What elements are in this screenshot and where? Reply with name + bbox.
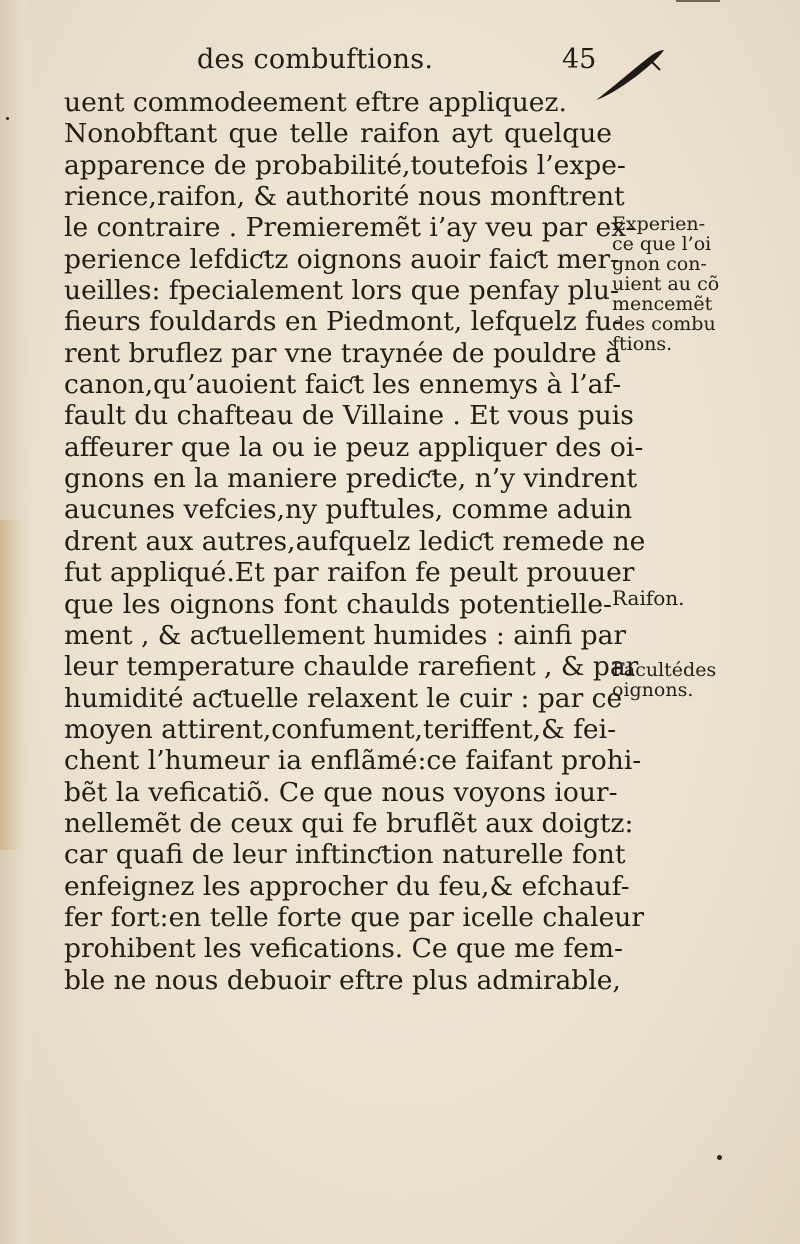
text-line: rent bruflez par vne traynée de pouldre à: [64, 337, 621, 369]
margin-note-line: ce que l’oi: [612, 233, 712, 255]
paper-stain: [0, 520, 22, 850]
text-line: fer fort:en telle forte que par icelle chaleur: [64, 901, 644, 933]
margin-note-experience: [612, 214, 719, 354]
text-line: fault du chafteau de Villaine . Et vous puis: [64, 400, 634, 432]
margin-note-faculte: [612, 660, 716, 700]
text-line: prohibent les vefications. Ce que me fem-: [64, 933, 623, 965]
top-edge-mark: [676, 0, 720, 2]
text-line: car quafi de leur inftinƈtion naturelle font: [64, 839, 626, 871]
text-line: aucunes vefcies,ny puftules, comme aduin: [64, 494, 633, 526]
running-head: des combuftions.: [197, 44, 434, 75]
margin-note-raison: [612, 588, 685, 608]
text-line: que les oignons font chaulds potentielle-: [64, 588, 612, 620]
margin-note-line: mencemẽt: [612, 293, 713, 315]
text-line: ment , & aƈtuellement humides : ainfi par: [64, 619, 627, 651]
margin-note-line: ftions.: [612, 333, 673, 355]
text-line: apparence de probabilité,toutefois l’expe-: [64, 149, 626, 181]
text-line: affeurer que la ou ie peuz appliquer des oi-: [64, 431, 644, 463]
margin-note-line: uient au cõ: [612, 273, 720, 295]
ink-speck: [6, 117, 9, 120]
margin-note-line: Raifon.: [612, 586, 685, 610]
text-line: chent l’humeur ia enflãmé:ce faifant prohi-: [64, 745, 642, 777]
text-line: fieurs fouldards en Piedmont, lefquelz fu-: [64, 306, 621, 338]
text-line: perience lefdiƈtz oignons auoir faiƈt mer-: [64, 243, 620, 275]
text-line: uent commodeement eftre appliquez.: [64, 87, 567, 118]
text-line: ble ne nous debuoir eftre plus admirable,: [64, 964, 621, 996]
text-line: leur temperature chaulde rarefient , & par: [64, 651, 639, 683]
margin-note-line: gnon con-: [612, 253, 707, 275]
text-line: humidité aƈtuelle relaxent le cuir : par ce: [64, 682, 623, 714]
text-line: gnons en la maniere prediƈte, n’y vindrent: [64, 463, 638, 495]
text-line: bẽt la veficatiõ. Ce que nous voyons iour-: [64, 776, 618, 808]
margin-note-line: Facultédes: [612, 659, 717, 681]
text-line: ueilles: fpecialement lors que penfay plu-: [64, 275, 619, 307]
ink-speck: [717, 1155, 722, 1160]
text-line: rience,raifon, & authorité nous monftrent: [64, 181, 625, 213]
text-line: moyen attirent,confument,teriffent,& fei-: [64, 713, 617, 745]
margin-note-line: Experien-: [612, 213, 706, 235]
margin-note-line: des combu: [612, 313, 716, 335]
text-line: enfeignez les approcher du feu,& efchauf-: [64, 870, 630, 902]
page-number: 45: [562, 44, 597, 75]
text-line: canon,qu’auoient faiƈt les ennemys à l’af-: [64, 369, 622, 401]
text-line: Nonobftant que telle raifon ayt quelque: [64, 118, 612, 150]
text-line: fut appliqué.Et par raifon fe peult prouuer: [64, 557, 635, 589]
text-line: nellemẽt de ceux qui fe bruflẽt aux doigtz:: [64, 807, 634, 839]
text-line: drent aux autres,aufquelz lediƈt remede ne: [64, 525, 646, 557]
text-line: le contraire . Premieremẽt i’ay veu par ex-: [64, 212, 635, 244]
margin-note-line: oignons.: [612, 679, 694, 701]
